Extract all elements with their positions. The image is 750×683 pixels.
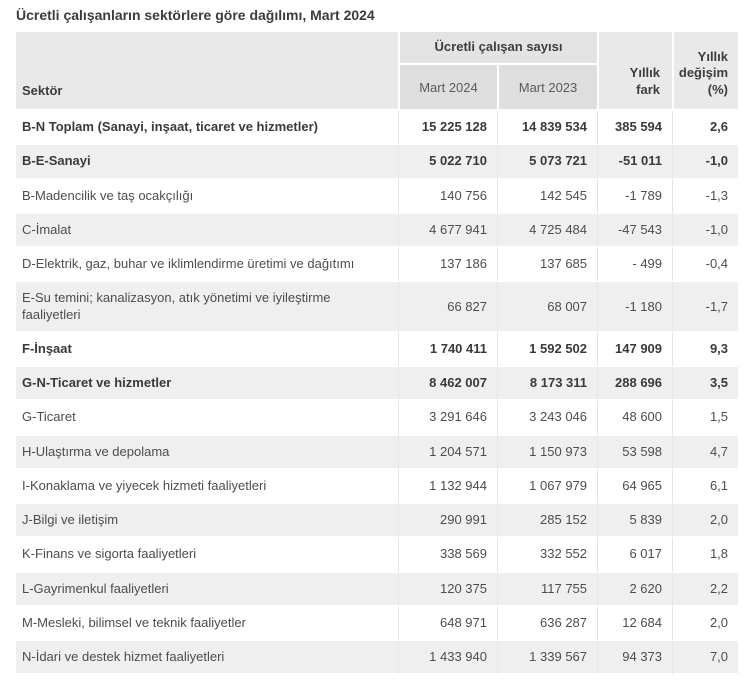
- yillik-fark-cell: -1 789: [597, 180, 672, 214]
- table-row: [16, 248, 738, 282]
- mart-2023-cell: 1 067 979: [497, 470, 597, 504]
- yillik-fark-cell: 94 373: [597, 641, 672, 675]
- col-header-yillik-degisim: Yıllık değişim (%): [672, 32, 738, 111]
- table-body: [16, 111, 738, 675]
- yillik-degisim-cell: 7,0: [672, 641, 738, 675]
- table-row: [16, 401, 738, 435]
- yillik-degisim-cell: -1,3: [672, 180, 738, 214]
- mart-2024-cell: 5 022 710: [398, 145, 497, 179]
- sector-table: [16, 32, 738, 675]
- mart-2024-cell: 1 740 411: [398, 333, 497, 367]
- mart-2024-cell: 648 971: [398, 607, 497, 641]
- yillik-degisim-cell: 2,0: [672, 504, 738, 538]
- yillik-degisim-cell: 1,5: [672, 401, 738, 435]
- sector-cell: B-E-Sanayi: [16, 145, 398, 179]
- sector-cell: J-Bilgi ve iletişim: [16, 504, 398, 538]
- sector-cell: H-Ulaştırma ve depolama: [16, 436, 398, 470]
- mart-2024-cell: 140 756: [398, 180, 497, 214]
- yillik-degisim-cell: 9,3: [672, 333, 738, 367]
- sector-cell: E-Su temini; kanalizasyon, atık yönetimi ve iyileştirme faaliyetleri: [16, 282, 398, 333]
- yillik-fark-cell: 2 620: [597, 573, 672, 607]
- mart-2024-cell: 137 186: [398, 248, 497, 282]
- table-row: [16, 145, 738, 179]
- yillik-fark-cell: 6 017: [597, 538, 672, 572]
- yillik-degisim-cell: 2,0: [672, 607, 738, 641]
- yillik-degisim-cell: -0,4: [672, 248, 738, 282]
- sector-cell: I-Konaklama ve yiyecek hizmeti faaliyetleri: [16, 470, 398, 504]
- sector-cell: C-İmalat: [16, 214, 398, 248]
- mart-2023-cell: 1 339 567: [497, 641, 597, 675]
- table-row: [16, 436, 738, 470]
- yillik-degisim-cell: 4,7: [672, 436, 738, 470]
- yillik-fark-cell: 147 909: [597, 333, 672, 367]
- mart-2024-cell: 120 375: [398, 573, 497, 607]
- table-row: [16, 180, 738, 214]
- table-row: [16, 573, 738, 607]
- mart-2023-cell: 14 839 534: [497, 111, 597, 145]
- col-header-mart-2023: Mart 2023: [497, 65, 597, 111]
- mart-2023-cell: 3 243 046: [497, 401, 597, 435]
- mart-2023-cell: 142 545: [497, 180, 597, 214]
- sector-cell: G-Ticaret: [16, 401, 398, 435]
- mart-2023-cell: 4 725 484: [497, 214, 597, 248]
- yillik-fark-cell: -51 011: [597, 145, 672, 179]
- mart-2024-cell: 3 291 646: [398, 401, 497, 435]
- mart-2023-cell: 5 073 721: [497, 145, 597, 179]
- mart-2023-cell: 332 552: [497, 538, 597, 572]
- header-row-group: [16, 32, 738, 65]
- mart-2024-cell: 15 225 128: [398, 111, 497, 145]
- mart-2024-cell: 1 204 571: [398, 436, 497, 470]
- sector-cell: N-İdari ve destek hizmet faaliyetleri: [16, 641, 398, 675]
- yillik-fark-cell: -47 543: [597, 214, 672, 248]
- table-row: [16, 282, 738, 333]
- sector-cell: D-Elektrik, gaz, buhar ve iklimlendirme üretimi ve dağıtımı: [16, 248, 398, 282]
- mart-2024-cell: 66 827: [398, 282, 497, 333]
- yillik-degisim-cell: 2,6: [672, 111, 738, 145]
- page-title: Ücretli çalışanların sektörlere göre dağılımı, Mart 2024: [16, 7, 375, 23]
- sector-cell: K-Finans ve sigorta faaliyetleri: [16, 538, 398, 572]
- yillik-fark-cell: 12 684: [597, 607, 672, 641]
- mart-2023-cell: 285 152: [497, 504, 597, 538]
- mart-2024-cell: 1 132 944: [398, 470, 497, 504]
- yillik-degisim-cell: -1,7: [672, 282, 738, 333]
- col-header-mart-2024: Mart 2024: [398, 65, 497, 111]
- yillik-degisim-cell: 1,8: [672, 538, 738, 572]
- sector-cell: G-N-Ticaret ve hizmetler: [16, 367, 398, 401]
- mart-2024-cell: 1 433 940: [398, 641, 497, 675]
- sector-cell: M-Mesleki, bilimsel ve teknik faaliyetler: [16, 607, 398, 641]
- mart-2024-cell: 8 462 007: [398, 367, 497, 401]
- table-row: [16, 470, 738, 504]
- mart-2023-cell: 636 287: [497, 607, 597, 641]
- mart-2024-cell: 4 677 941: [398, 214, 497, 248]
- table-header: [16, 32, 738, 111]
- yillik-degisim-cell: -1,0: [672, 214, 738, 248]
- mart-2023-cell: 68 007: [497, 282, 597, 333]
- table-row: [16, 504, 738, 538]
- mart-2023-cell: 1 150 973: [497, 436, 597, 470]
- col-group-header: Ücretli çalışan sayısı: [398, 32, 597, 65]
- col-header-yillik-fark: Yıllık fark: [597, 32, 672, 111]
- table-row: [16, 111, 738, 145]
- yillik-degisim-cell: -1,0: [672, 145, 738, 179]
- yillik-fark-cell: 64 965: [597, 470, 672, 504]
- table-row: [16, 333, 738, 367]
- sector-cell: B-N Toplam (Sanayi, inşaat, ticaret ve hizmetler): [16, 111, 398, 145]
- yillik-fark-cell: -1 180: [597, 282, 672, 333]
- yillik-degisim-cell: 6,1: [672, 470, 738, 504]
- sector-cell: L-Gayrimenkul faaliyetleri: [16, 573, 398, 607]
- sector-cell: F-İnşaat: [16, 333, 398, 367]
- yillik-degisim-cell: 2,2: [672, 573, 738, 607]
- yillik-fark-cell: - 499: [597, 248, 672, 282]
- table-row: [16, 367, 738, 401]
- table-row: [16, 607, 738, 641]
- mart-2023-cell: 1 592 502: [497, 333, 597, 367]
- sector-cell: B-Madencilik ve taş ocakçılığı: [16, 180, 398, 214]
- table-row: [16, 214, 738, 248]
- yillik-fark-cell: 5 839: [597, 504, 672, 538]
- col-header-sector: Sektör: [16, 32, 398, 111]
- mart-2024-cell: 338 569: [398, 538, 497, 572]
- yillik-fark-cell: 53 598: [597, 436, 672, 470]
- yillik-fark-cell: 288 696: [597, 367, 672, 401]
- yillik-fark-cell: 48 600: [597, 401, 672, 435]
- yillik-degisim-cell: 3,5: [672, 367, 738, 401]
- table-row: [16, 538, 738, 572]
- mart-2024-cell: 290 991: [398, 504, 497, 538]
- table-row: [16, 641, 738, 675]
- mart-2023-cell: 137 685: [497, 248, 597, 282]
- mart-2023-cell: 117 755: [497, 573, 597, 607]
- yillik-fark-cell: 385 594: [597, 111, 672, 145]
- mart-2023-cell: 8 173 311: [497, 367, 597, 401]
